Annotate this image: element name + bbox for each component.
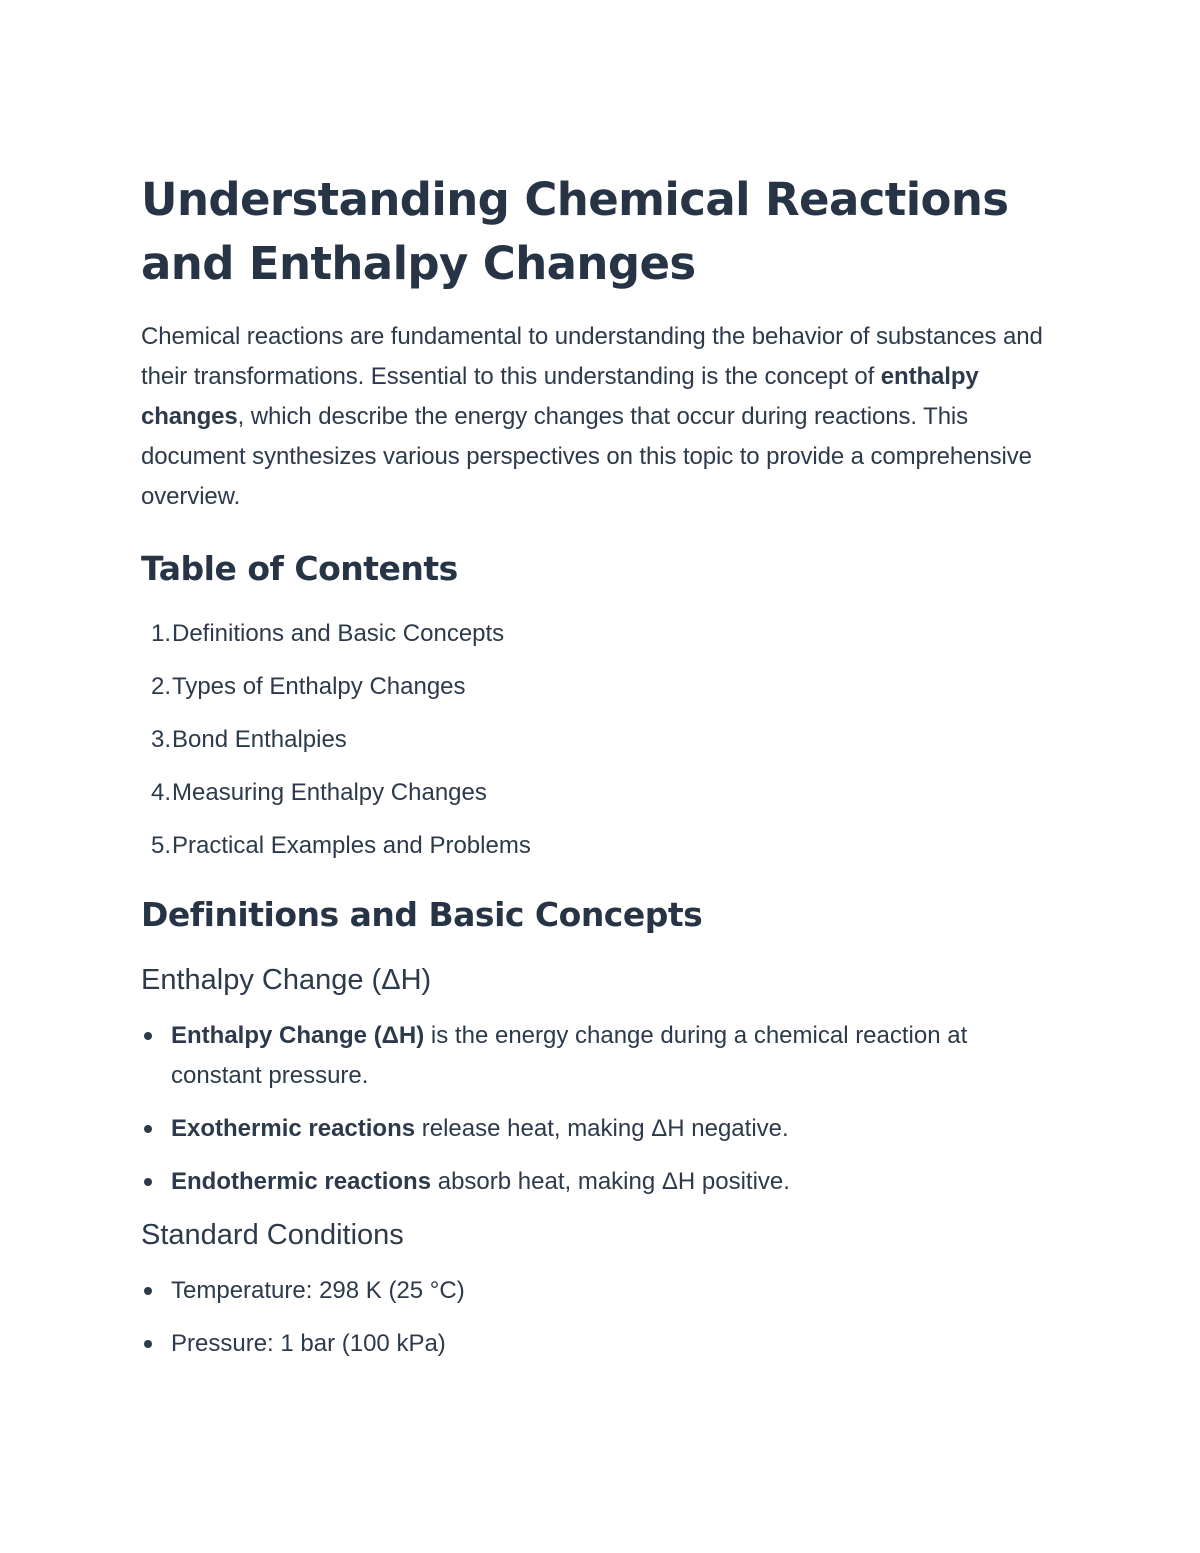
intro-text-start: Chemical reactions are fundamental to understanding the behavior of substances and their transformations. Essential to this understanding is the concept of <box>141 323 1043 390</box>
toc-item-label: Measuring Enthalpy Changes <box>172 779 487 806</box>
list-item-term: Exothermic reactions <box>171 1115 416 1142</box>
list-item-text: Temperature: 298 K (25 °C) <box>171 1277 465 1304</box>
toc-item[interactable] <box>141 776 1061 810</box>
toc-item-number: 1. <box>150 620 171 647</box>
toc-item-number: 5. <box>150 832 171 859</box>
intro-text-end: , which describe the energy changes that occur during reactions. This document synthesizes various perspectives on this topic to provide a comprehensive overview. <box>141 403 1032 510</box>
toc-item-number: 4. <box>150 779 171 806</box>
list-item-text: release heat, making ΔH negative. <box>415 1115 789 1142</box>
document-page <box>141 168 1061 1377</box>
list-item-text: is the energy change during a chemical reaction at constant pressure. <box>171 1022 968 1089</box>
toc-item-label: Types of Enthalpy Changes <box>172 673 466 700</box>
toc-item-label: Bond Enthalpies <box>172 726 347 753</box>
toc-item-number: 3. <box>150 726 171 753</box>
toc-item[interactable] <box>141 617 1061 651</box>
toc-heading: Table of Contents <box>141 549 458 588</box>
intro-bold-term: enthalpy changes <box>141 363 979 430</box>
toc-item-label: Practical Examples and Problems <box>172 832 531 859</box>
list-item <box>141 1016 1061 1096</box>
subsection-heading: Enthalpy Change (ΔH) <box>141 964 432 996</box>
bullet-icon <box>144 1178 152 1186</box>
intro-paragraph <box>141 317 1061 517</box>
list-item-text: Pressure: 1 bar (100 kPa) <box>171 1330 446 1357</box>
toc-item[interactable] <box>141 829 1061 863</box>
list-item-text: absorb heat, making ΔH positive. <box>431 1168 790 1195</box>
enthalpy-bullet-list <box>141 1016 1061 1202</box>
toc-item[interactable] <box>141 670 1061 704</box>
list-item <box>141 1162 1061 1202</box>
list-item <box>141 1324 1061 1364</box>
bullet-icon <box>144 1287 152 1295</box>
bullet-icon <box>144 1125 152 1133</box>
toc-item-number: 2. <box>150 673 171 700</box>
list-item-term: Enthalpy Change (ΔH) <box>171 1022 425 1049</box>
table-of-contents <box>141 617 1061 863</box>
toc-item[interactable] <box>141 723 1061 757</box>
list-item <box>141 1109 1061 1149</box>
conditions-bullet-list <box>141 1271 1061 1364</box>
list-item <box>141 1271 1061 1311</box>
bullet-icon <box>144 1032 152 1040</box>
bullet-icon <box>144 1340 152 1348</box>
toc-item-label: Definitions and Basic Concepts <box>172 620 505 647</box>
subsection-heading: Standard Conditions <box>141 1219 404 1251</box>
list-item-term: Endothermic reactions <box>171 1168 432 1195</box>
document-title: Understanding Chemical Reactions and Enthalpy Changes <box>141 173 1009 290</box>
section-heading: Definitions and Basic Concepts <box>141 895 703 934</box>
